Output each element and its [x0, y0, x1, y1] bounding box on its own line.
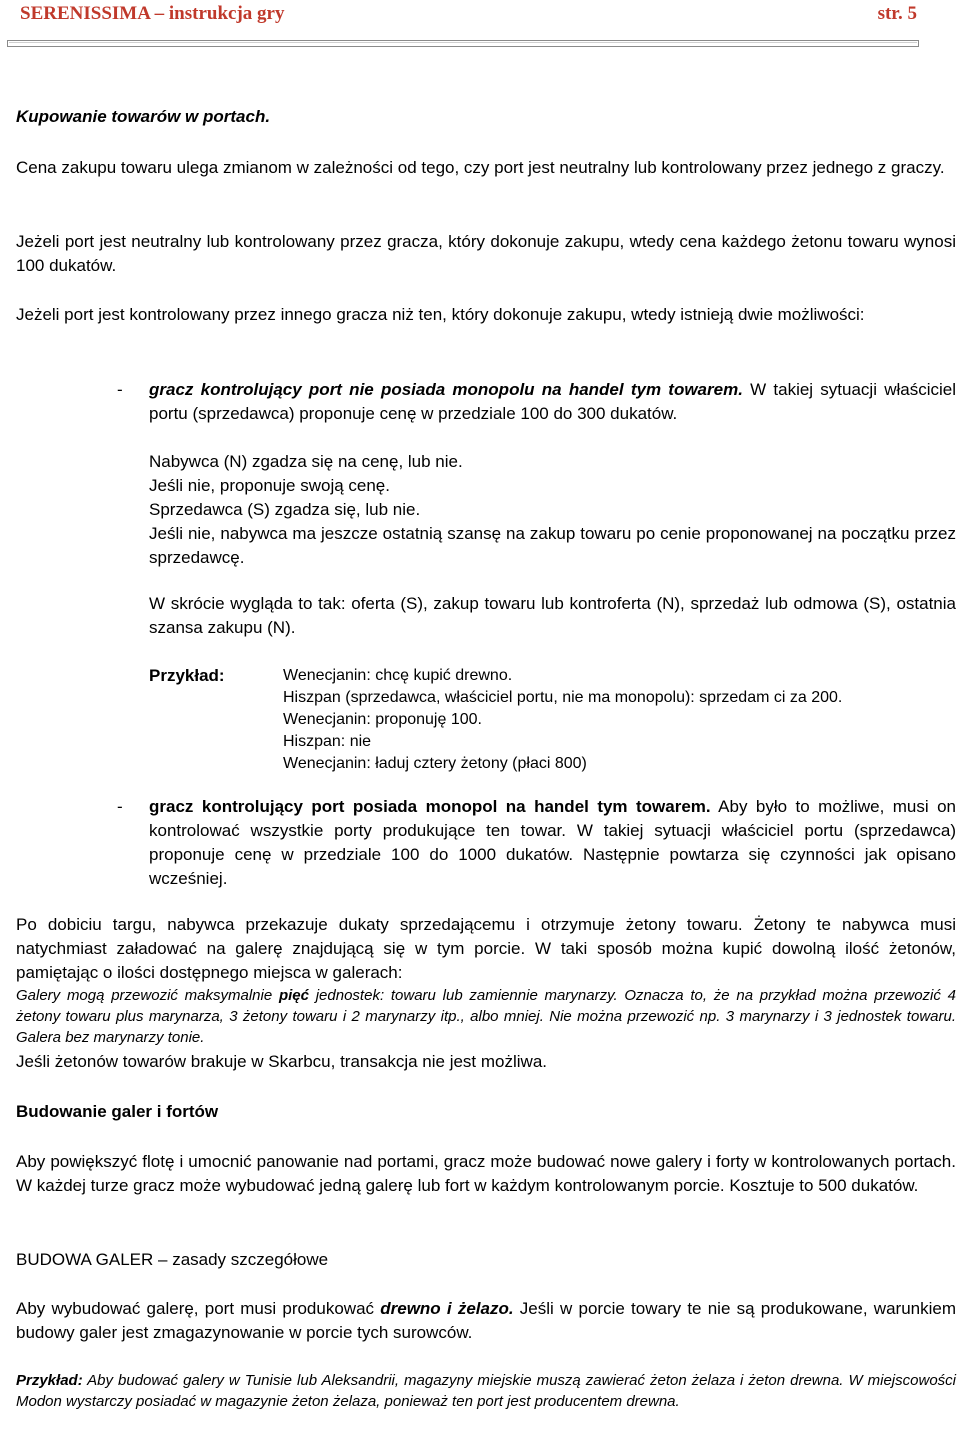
section-heading-buying: Kupowanie towarów w portach. [16, 107, 271, 126]
document-title: SERENISSIMA – instrukcja gry [20, 3, 285, 24]
galley-capacity-note [16, 985, 956, 1048]
note-text: jednostek: towaru lub zamiennie marynarzy. Oznacza to, że na przykład można przewozić 4 żetony towaru plus marynarza, 3 żetony towaru i 2 marynarzy itp., albo mniej. Nie można przewozić np. 3 marynarzy i 3 jednostek towaru. Galera bez marynarzy tonie. [16, 987, 956, 1046]
negotiation-summary: W skrócie wygląda to tak: oferta (S), zakup towaru lub kontroferta (N), sprzedaż lub odmowa (S), ostatnia szansa zakupu (N). [149, 594, 956, 637]
header-rule [7, 40, 919, 47]
example-label: Przykład: [149, 666, 225, 685]
example-line: Wenecjanin: proponuję 100. [283, 711, 482, 728]
example-line: Hiszpan: nie [283, 733, 372, 750]
section-heading-building: Budowanie galer i fortów [16, 1102, 219, 1121]
page-header [20, 3, 920, 27]
example-line: Wenecjanin: chcę kupić drewno. [283, 667, 513, 684]
note-text: Galery mogą przewozić maksymalnie [16, 987, 279, 1004]
example-line: Wenecjanin: ładuj cztery żetony (płaci 800) [283, 755, 587, 772]
paragraph-price-intro: Cena zakupu towaru ulega zmianom w zależności od tego, czy port jest neutralny lub kontrolowany przez jednego z graczy. [16, 158, 945, 177]
option-monopoly [149, 795, 956, 891]
page-number: str. 5 [877, 3, 917, 24]
requirement-emphasis: drewno i żelazo. [380, 1299, 514, 1318]
bullet-dash-2: - [117, 797, 123, 816]
example-dialogue [283, 665, 953, 775]
negotiation-steps [149, 450, 956, 570]
negotiation-step: Sprzedawca (S) zgadza się, lub nie. [149, 500, 421, 519]
requirement-text: Aby wybudować galerę, port musi produkować [16, 1299, 381, 1318]
paragraph-building: Aby powiększyć flotę i umocnić panowanie nad portami, gracz może budować nowe galery i forty w kontrolowanych portach. W każdej turze gracz może wybudować jedną galerę lub fort w każdym kontrolowanym porcie. Kosztuje to 500 dukatów. [16, 1152, 956, 1195]
paragraph-after-deal: Po dobiciu targu, nabywca przekazuje dukaty sprzedającemu i otrzymuje żetony towaru. Żetony te nabywca musi natychmiast załadować na galerę znajdującą się w tym porcie. W taki sposób można kupić dowolną ilość żetonów, pamiętając o ilości dostępnego miejsca w galerach: [16, 915, 956, 982]
option-monopoly-text: Aby było to możliwe, musi on kontrolować wszystkie porty produkujące ten towar. W takiej sytuacji właściciel portu (sprzedawca) proponuje cenę w przedziale 100 do 1000 dukatów. Następnie powtarza się czynności jak opisano wcześniej. [149, 797, 956, 888]
building-example-label: Przykład: [16, 1372, 83, 1389]
note-emphasis: pięć [278, 987, 309, 1004]
bullet-dash-1: - [117, 380, 123, 399]
option-no-monopoly [149, 378, 956, 426]
option-no-monopoly-text: W takiej sytuacji właściciel portu (sprzedawca) proponuje cenę w przedziale 100 do 300 dukatów. [149, 380, 956, 423]
paragraph-neutral-port: Jeżeli port jest neutralny lub kontrolowany przez gracza, który dokonuje zakupu, wtedy cena każdego żetonu towaru wynosi 100 dukatów. [16, 232, 956, 275]
option-monopoly-bold: gracz kontrolujący port posiada monopol na handel tym towarem. [149, 797, 711, 816]
example-line: Hiszpan (sprzedawca, właściciel portu, nie ma monopolu): sprzedam ci za 200. [283, 689, 843, 706]
negotiation-step: Jeśli nie, proponuje swoją cenę. [149, 476, 390, 495]
building-example-text: Aby budować galery w Tunisie lub Aleksandrii, magazyny miejskie muszą zawierać żeton żelaza i żeton drewna. W miejscowości Modon wystarczy posiadać w magazynie żeton żelaza, ponieważ ten port jest producentem drewna. [16, 1372, 956, 1410]
sub-heading-galleys: BUDOWA GALER – zasady szczegółowe [16, 1250, 329, 1269]
paragraph-galley-requirements [16, 1297, 956, 1345]
paragraph-controlled-port: Jeżeli port jest kontrolowany przez innego gracza niż ten, który dokonuje zakupu, wtedy istnieją dwie możliwości: [16, 305, 865, 324]
paragraph-building-example [16, 1370, 956, 1412]
paragraph-treasury: Jeśli żetonów towarów brakuje w Skarbcu, transakcja nie jest możliwa. [16, 1052, 548, 1071]
negotiation-step: Nabywca (N) zgadza się na cenę, lub nie. [149, 452, 463, 471]
option-no-monopoly-bold: gracz kontrolujący port nie posiada monopolu na handel tym towarem. [149, 380, 743, 399]
negotiation-step: Jeśli nie, nabywca ma jeszcze ostatnią szansę na zakup towaru po cenie proponowanej na początku przez sprzedawcę. [149, 524, 956, 567]
requirement-text: Jeśli w porcie towary te nie są produkowane, warunkiem budowy galer jest zmagazynowanie w porcie tych surowców. [16, 1299, 956, 1342]
